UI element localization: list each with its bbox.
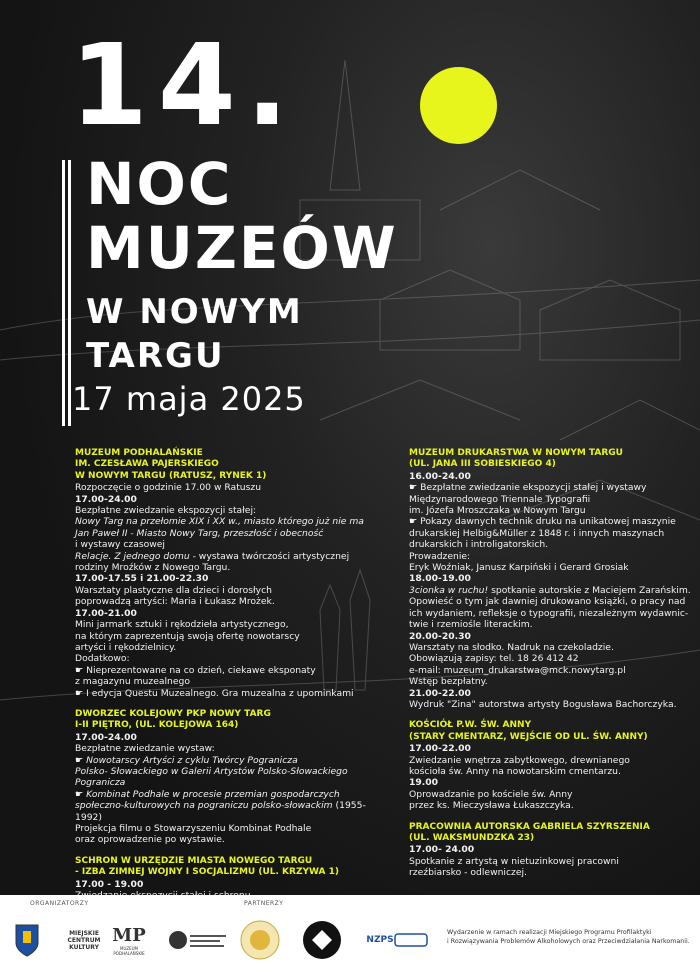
description: twie i rzemiośle literackim. [409,619,533,631]
exhibit-title: ☛ Nowotarscy Artyści z cyklu Twórcy Pogranicza [75,754,298,766]
partner-dark-logo [300,915,344,965]
sponsors-footer [0,895,700,978]
description: Warsztaty plastyczne dla dzieci i dorosłych [75,584,272,596]
event-subtitle [86,290,303,378]
funding-note [447,928,697,946]
subtitle-line-2: TARGU [86,336,225,376]
venue-heading: IM. CZESŁAWA PAJERSKIEGO [75,459,219,470]
time-slot: 17.00-17.55 i 21.00-22.30 [75,573,209,585]
description: Obowiązują zapisy: tel. 18 26 412 42 [409,653,579,665]
organizers-label: ORGANIZATORZY [30,900,89,907]
time-slot: 20.00-20.30 [409,630,471,642]
venue-heading: - IZBA ZIMNEJ WOJNY I SOCJALIZMU (UL. KRZYWA 1) [75,867,339,878]
description [75,551,375,562]
description: ☛ Pokazy dawnych technik druku na unikatowej maszynie [409,516,676,528]
printing-museum-icon [168,929,228,951]
venue-artist-studio [409,822,699,879]
description: Zwiedzanie wnętrza zabytkowego, drewnianego [409,754,630,766]
partner-badge-icon [240,920,280,960]
venue-heading: KOŚCIÓŁ P.W. ŚW. ANNY [409,720,532,731]
exhibit-title: Jan Paweł II - Miasto Nowy Targ, przeszłość i obecność [75,527,324,539]
description [409,585,699,596]
description: ☛ Bezpłatne zwiedzanie ekspozycji stałej i wystawy [409,482,647,494]
venue-heading: (UL. WAKSMUNDZKA 23) [409,833,535,843]
description: - wystawa twórczości artystycznej [189,550,350,562]
mck-logo-text: MIEJSKIE CENTRUM KULTURY [67,929,101,951]
exhibit-title: Nowy Targ na przełomie XIX i XX w., miasto którego już nie ma [75,516,364,528]
description: Oprowadzanie po kościele św. Anny [409,788,573,800]
time-slot: 17.00-24.00 [75,731,137,743]
description: Mini jarmark sztuki i rękodzieła artystycznego, [75,619,289,631]
description: Prowadzenie: [409,550,471,562]
title-line-1: NOC [86,150,233,218]
partner-round-logo [238,915,282,965]
description: drukarskiej Helbig&Müller z 1848 r. i innych maszynach [409,527,665,539]
event-date: 17 maja 2025 [72,380,306,418]
description: Wydruk "Zina" autorstwa artysty Bogusława Bachorczyka. [409,698,677,710]
venue-heading: MUZEUM DRUKARSTWA W NOWYM TARGU [409,448,623,458]
description: z magazynu muzealnego [75,676,190,688]
exhibit-title: ☛ Kombinat Podhale w procesie przemian gospodarczych [75,788,340,800]
time-slot: 21.00-22.00 [409,687,471,699]
coat-of-arms-logo [12,915,42,965]
exhibit-title: Relacje. Z jednego domu [75,550,190,562]
description: spotkanie autorskie z Maciejem Zarańskim. [488,584,691,596]
description: przez ks. Mieczysława Łukaszczyka. [409,800,574,812]
partner-emblem-icon [302,920,342,960]
mp-logo-mark: MP [112,924,146,946]
funding-note-line: i Rozwiązywania Problemów Alkoholowych oraz Przeciwdziałania Narkomanii. [447,938,690,945]
venue-heading: (STARY CMENTARZ, WEJŚCIE OD UL. ŚW. ANNY) [409,731,648,742]
exhibit-title: Polsko- Słowackiego w Galerii Artystów Polsko-Słowackiego Pogranicza [75,765,348,789]
intro-text: Rozpoczęcie o godzinie 17.00 w Ratuszu [75,482,262,494]
nzps-kombinat-logo [362,915,432,965]
time-slot: 18.00-19.00 [409,573,471,585]
venue-st-anne-church [409,720,699,811]
description: oraz oprowadzenie po wystawie. [75,834,225,846]
time-slot: 17.00-22.00 [409,743,471,755]
description: Bezpłatne zwiedzanie ekspozycji stałej: [75,505,257,517]
description: Projekcja filmu o Stowarzyszeniu Kombinat Podhale [75,823,312,834]
venue-heading: I-II PIĘTRO, (UL. KOLEJOWA 164) [75,720,239,731]
description [75,800,375,823]
email-text: e-mail: muzeum_drukarstwa@mck.nowytarg.pl [409,664,626,676]
partners-label: PARTNERZY [244,900,284,907]
venue-heading: PRACOWNIA AUTORSKA GABRIELA SZYRSZENIA [409,821,650,832]
description: ich wydaniem, refleksje o typografii, niezależnym wydawnic- [409,607,689,619]
event-title [86,152,398,280]
program-left-column [75,448,375,911]
mck-logo [62,915,106,965]
mp-logo-text: MUZEUM PODHALAŃSKIE [113,945,145,956]
venue-heading: MUZEUM PODHALAŃSKIE [75,448,203,458]
time-slot: 17.00-21.00 [75,607,137,619]
venue-heading: SCHRON W URZĘDZIE MIASTA NOWEGO TARGU [75,855,313,866]
description: na którym zaprezentują swoją ofertę nowotarscy [75,630,300,642]
description: Międzynarodowego Triennale Typografii [409,493,591,505]
description: rodziny Mroźków z Nowego Targu. [75,562,231,574]
description: ☛ Nieprezentowane na co dzień, ciekawe eksponaty [75,664,316,676]
time-slot: 19.00 [409,777,439,789]
description: artyści i rękodzielnicy. [75,641,177,653]
exhibit-title: społeczno-kulturowych na pograniczu polsko-słowackim [75,800,333,812]
venue-museum-podhalanskie [75,448,375,699]
coat-of-arms-icon [15,923,39,957]
program-right-column [409,448,699,889]
subtitle-line-1: W NOWYM [86,292,303,332]
description: Bezpłatne zwiedzanie wystaw: [75,743,215,755]
time-slot: 16.00-24.00 [409,470,471,482]
vertical-double-bar [62,160,71,426]
description: drukarskich i introligatorskich. [409,539,549,551]
description: Warsztaty na słodko. Nadruk na czekoladzie. [409,641,614,653]
description: Opowieść o tym jak dawniej drukowano książki, o pracy nad [409,596,686,608]
description: (1955-1992) [75,800,366,823]
yellow-circle [420,67,497,144]
venue-printing-museum [409,448,699,710]
description: i wystawy czasowej [75,539,165,551]
printing-museum-logo [166,915,230,965]
description: Eryk Woźniak, Janusz Karpiński i Gerard Grosiak [409,562,629,574]
muzeum-podhalanskie-logo [112,915,146,965]
venue-train-station [75,709,375,846]
description: Dodatkowo: [75,653,130,665]
description: kościoła św. Anny na nowotarskim cmentarzu. [409,765,621,777]
description: rzeźbiarsko - odlewniczej. [409,867,527,879]
time-slot: 17.00-24.00 [75,493,137,505]
venue-heading: (UL. JANA III SOBIESKIEGO 4) [409,459,556,470]
description: poprowadzą artyści: Maria i Łukasz Mrożek. [75,596,275,608]
talk-title: 3cionka w ruchu! [409,584,489,596]
time-slot: 17.00 - 19.00 [75,878,144,890]
kombinat-podhale-icon [394,931,428,949]
venue-heading: W NOWYM TARGU (RATUSZ, RYNEK 1) [75,470,267,481]
title-line-2: MUZEÓW [86,214,398,282]
funding-note-line: Wydarzenie w ramach realizacji Miejskiego Programu Profilaktyki [447,929,652,936]
description: ☛ I edycja Questu Muzealnego. Gra muzealna z upominkami [75,687,354,699]
description: Spotkanie z artystą w nietuzinkowej pracowni [409,855,619,867]
description: im. Józefa Mroszczaka w Nowym Targu [409,505,586,517]
edition-number: 14. [70,21,299,151]
time-slot: 17.00- 24.00 [409,844,475,856]
nzps-logo-text: NZPS [366,935,394,945]
description: Wstęp bezpłatny. [409,676,488,688]
venue-heading: DWORZEC KOLEJOWY PKP NOWY TARG [75,708,271,719]
